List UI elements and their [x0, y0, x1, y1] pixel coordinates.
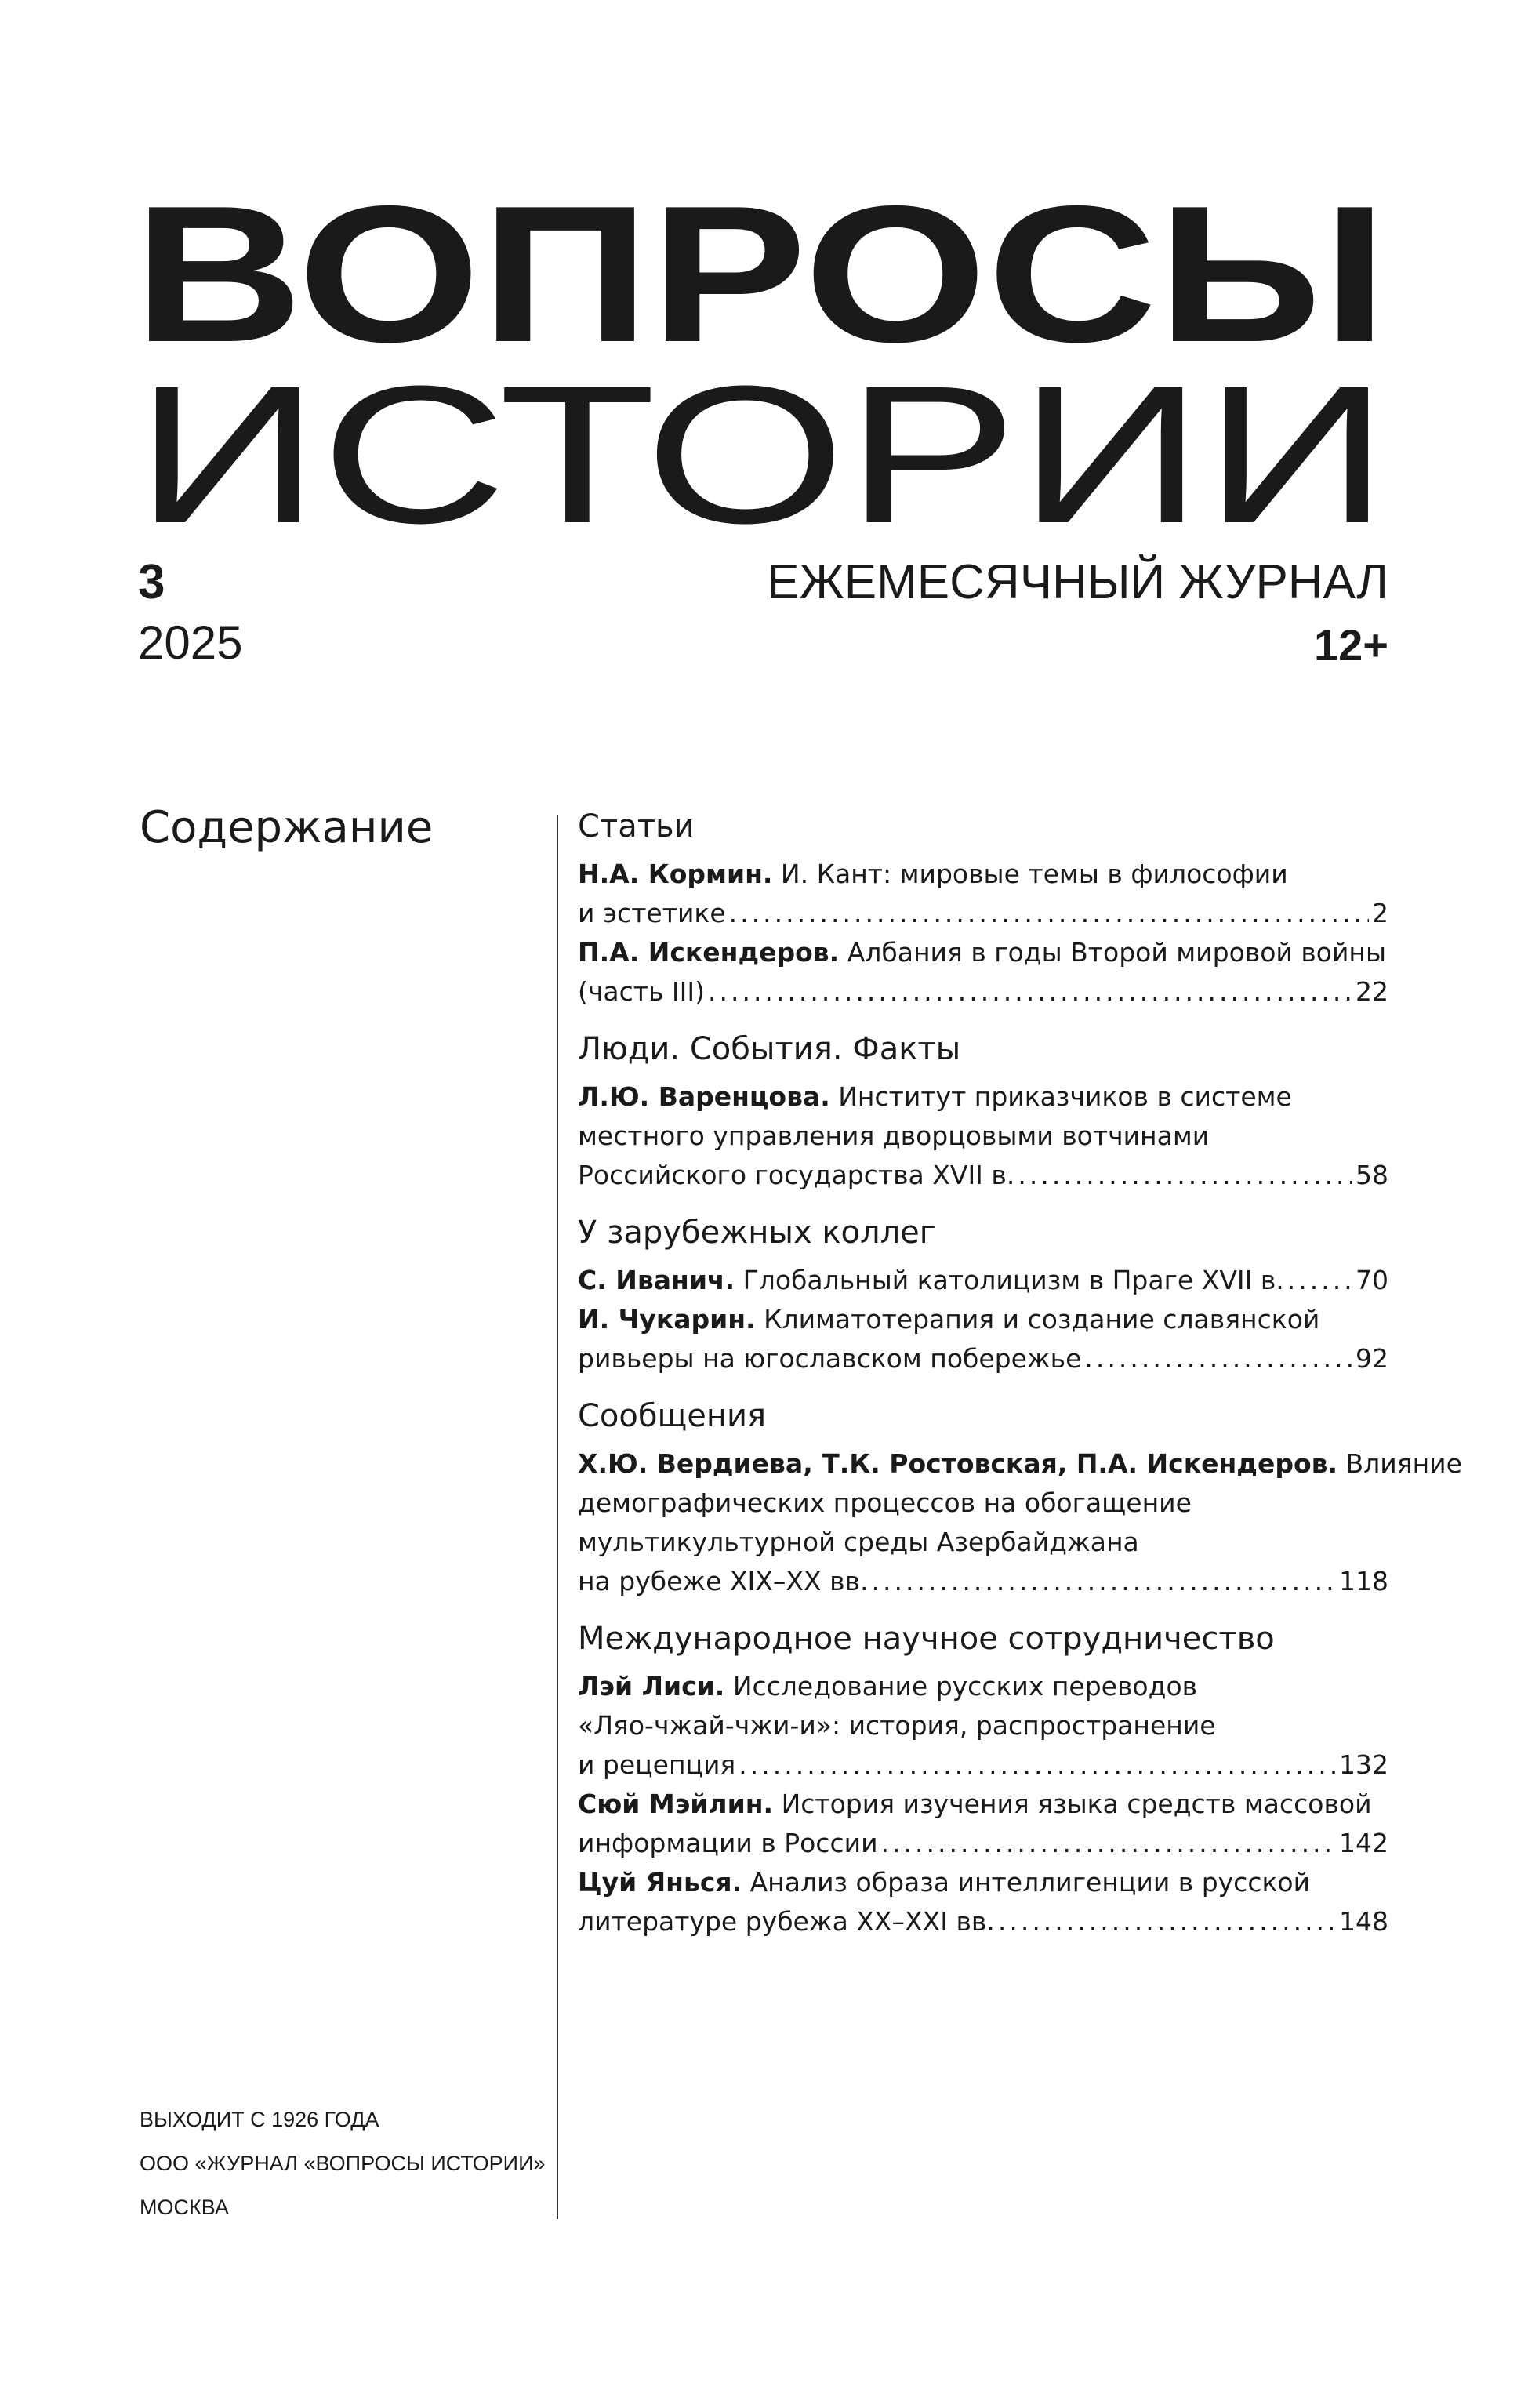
toc-entry-page: 58 [1356, 1160, 1388, 1190]
toc-entry-title-line: демографических процессов на обогащение [578, 1487, 1192, 1518]
toc-entry-line [578, 1745, 1388, 1785]
dot-leader [729, 894, 1369, 933]
toc-entry-title: Анализ образа интеллигенции в русской [742, 1867, 1311, 1898]
journal-title-line2: ИСТОРИИ [135, 345, 1389, 564]
toc-entry-line [578, 1824, 1388, 1863]
toc-entry-title: Албания в годы Второй мировой войны [839, 937, 1387, 968]
dot-leader [739, 1745, 1336, 1785]
issue-number: 3 [138, 555, 165, 609]
toc-entry[interactable] [578, 1261, 1388, 1300]
toc-section-title: Статьи [578, 808, 695, 844]
toc-entry-line [578, 1261, 1388, 1300]
toc-entry-page: 92 [1356, 1343, 1388, 1374]
toc-entry-line [578, 1863, 1388, 1902]
toc-entry-author: Лэй Лиси. [578, 1671, 725, 1702]
toc-entry-line [578, 972, 1388, 1012]
toc-entry-page: 2 [1372, 898, 1388, 928]
toc-entry-page: 70 [1356, 1265, 1388, 1295]
toc-entry-title: Институт приказчиков в системе [829, 1081, 1292, 1112]
toc-entry[interactable] [578, 1785, 1388, 1863]
toc-entry-author: Сюй Мэйлин. [578, 1789, 774, 1819]
journal-subtitle: ЕЖЕМЕСЯЧНЫЙ ЖУРНАЛ [767, 555, 1388, 609]
toc-entry-line [578, 1902, 1388, 1941]
toc-entry[interactable] [578, 933, 1388, 1012]
contents-heading: Содержание [140, 802, 434, 853]
toc-entry-line [578, 1667, 1388, 1706]
toc-entry-author: С. Иванич. [578, 1265, 735, 1295]
toc-section-title: У зарубежных коллег [578, 1215, 936, 1251]
issue-year: 2025 [138, 616, 243, 669]
toc-entry-line [578, 933, 1388, 972]
dot-leader [708, 972, 1352, 1012]
toc-entry-line [578, 1339, 1388, 1378]
toc-entry-title-line: мультикультурной среды Азербайджана [578, 1527, 1139, 1557]
toc-entry-author: П.А. Искендеров. [578, 937, 840, 968]
table-of-contents [578, 806, 1462, 1959]
dot-leader [881, 1824, 1336, 1863]
toc-section [578, 1029, 1388, 1195]
toc-entry-title: История изучения языка средств массовой [773, 1789, 1372, 1819]
toc-entry[interactable] [578, 1300, 1388, 1378]
toc-entry-line [578, 1077, 1388, 1117]
toc-entry-author: Цуй Янься. [578, 1867, 742, 1898]
toc-entry-line [578, 1562, 1388, 1601]
dot-leader [871, 1562, 1336, 1601]
toc-entry-line [578, 1444, 1462, 1484]
column-divider [557, 815, 558, 2219]
toc-entry[interactable] [578, 1863, 1388, 1941]
toc-entry-title: Влияние [1337, 1448, 1462, 1479]
toc-entry-page: 118 [1339, 1566, 1388, 1596]
toc-entry-title-line: (часть III) [578, 976, 705, 1007]
toc-entry-title-line: «Ляо-чжай-чжи-и»: история, распространение [578, 1710, 1216, 1741]
toc-entry-title-line: информации в России [578, 1828, 878, 1858]
toc-entry-line [578, 894, 1388, 933]
toc-entry-author: Л.Ю. Варенцова. [578, 1081, 830, 1112]
toc-entry-author: Х.Ю. Вердиева, Т.К. Ростовская, П.А. Искендеров. [578, 1448, 1338, 1479]
toc-section-title: Сообщения [578, 1398, 767, 1434]
toc-section [578, 806, 1388, 1012]
dot-leader [998, 1902, 1336, 1941]
toc-section-title: Люди. События. Факты [578, 1031, 961, 1067]
footer-publisher: ООО «ЖУРНАЛ «ВОПРОСЫ ИСТОРИИ» [140, 2152, 546, 2175]
toc-entry-line [578, 1785, 1388, 1824]
toc-section [578, 1396, 1462, 1601]
toc-entry-page: 132 [1339, 1749, 1388, 1780]
toc-entry[interactable] [578, 1667, 1388, 1785]
toc-entry-title-line: местного управления дворцовыми вотчинами [578, 1120, 1210, 1151]
toc-section [578, 1212, 1388, 1378]
toc-entry[interactable] [578, 855, 1388, 933]
toc-entry-page: 148 [1339, 1906, 1388, 1937]
toc-entry-title: И. Кант: мировые темы в философии [772, 859, 1288, 889]
publisher-footer [140, 2109, 546, 2241]
toc-entry-page: 22 [1356, 976, 1388, 1007]
dot-leader [1287, 1261, 1352, 1300]
footer-since: ВЫХОДИТ С 1926 ГОДА [140, 2108, 379, 2131]
toc-section-title: Международное научное сотрудничество [578, 1621, 1275, 1657]
toc-entry-line [578, 1156, 1388, 1195]
toc-entry-title-line: ривьеры на югославском побережье [578, 1343, 1082, 1374]
toc-entry-title: Климатотерапия и создание славянской [755, 1304, 1320, 1335]
toc-entry-title-line: Российского государства XVII в. [578, 1160, 1015, 1190]
toc-section [578, 1618, 1388, 1941]
toc-entry[interactable] [578, 1444, 1462, 1601]
dot-leader [1084, 1339, 1352, 1378]
footer-city: МОСКВА [140, 2196, 229, 2219]
toc-entry-author: Н.А. Кормин. [578, 859, 773, 889]
toc-entry-line [578, 1300, 1388, 1339]
dot-leader [1018, 1156, 1352, 1195]
toc-entry-title: Глобальный католицизм в Праге XVII в. [735, 1265, 1284, 1295]
toc-entry-title-line: на рубеже XIX–XX вв. [578, 1566, 869, 1596]
journal-title-line1: ВОПРОСЫ [133, 165, 1388, 383]
toc-entry-title-line: и рецепция [578, 1749, 736, 1780]
toc-entry-title-line: и эстетике [578, 898, 726, 928]
toc-entry-page: 142 [1339, 1828, 1388, 1858]
toc-entry-line [578, 855, 1388, 894]
toc-entry-author: И. Чукарин. [578, 1304, 756, 1335]
toc-entry-title: Исследование русских переводов [724, 1671, 1198, 1702]
age-rating-badge: 12+ [1314, 620, 1388, 670]
toc-entry-title-line: литературе рубежа XX–XXI вв. [578, 1906, 995, 1937]
toc-entry[interactable] [578, 1077, 1388, 1195]
